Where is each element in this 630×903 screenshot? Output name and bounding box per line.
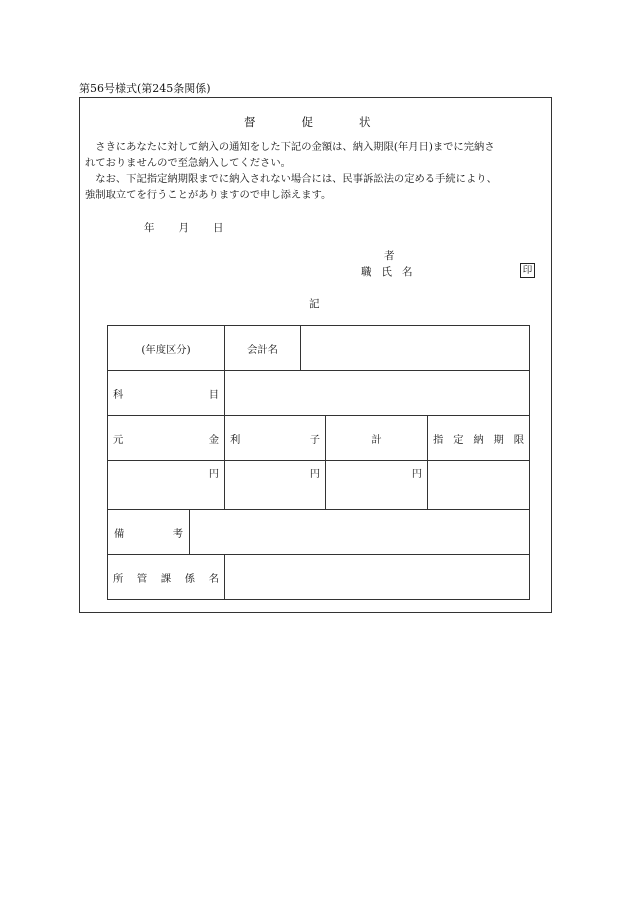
document-title [244, 114, 371, 130]
remarks-value[interactable] [190, 510, 530, 555]
date-year: 年 [144, 222, 155, 234]
interest-label: 利 子 [225, 416, 326, 461]
due-date-value[interactable] [428, 461, 530, 510]
ki-heading: 記 [309, 298, 320, 310]
title-char: 促 [301, 115, 313, 129]
principal-yen[interactable]: 円 [108, 461, 225, 510]
total-yen[interactable]: 円 [326, 461, 428, 510]
details-table [107, 325, 530, 600]
total-label: 計 [326, 416, 428, 461]
notice-body [85, 139, 550, 203]
section-name-value[interactable] [225, 555, 530, 600]
account-name-label: 会計名 [225, 326, 301, 371]
body-line: 強制取立てを行うことがありますので申し添えます。 [85, 189, 332, 201]
body-line: さきにあなたに対して納入の通知をした下記の金額は、納入期限(年月日)までに完納さ [95, 141, 495, 153]
date-line [144, 220, 248, 235]
date-month: 月 [178, 222, 189, 234]
title-char: 状 [359, 115, 371, 129]
remarks-label: 備 考 [108, 510, 190, 555]
body-line: れておりませんので至急納入してください。 [85, 157, 291, 169]
form-number-label: 第56号様式(第245条関係) [79, 82, 211, 95]
body-line: なお、下記指定納期限までに納入されない場合には、民事訴訟法の定める手続により、 [95, 173, 497, 185]
year-category-cell: (年度区分) [108, 326, 225, 371]
principal-label: 元 金 [108, 416, 225, 461]
signer-name-line: 職 氏 名 [361, 266, 413, 278]
seal-mark: 印 [520, 263, 535, 278]
due-date-label: 指 定 納 期 限 [428, 416, 530, 461]
account-name-value[interactable] [301, 326, 530, 371]
subject-value[interactable] [225, 371, 530, 416]
interest-yen[interactable]: 円 [225, 461, 326, 510]
section-name-label: 所 管 課 係 名 [108, 555, 225, 600]
subject-label: 科 目 [108, 371, 225, 416]
date-day: 日 [213, 222, 224, 234]
signer-role: 者 [384, 250, 395, 262]
title-char: 督 [244, 115, 256, 129]
